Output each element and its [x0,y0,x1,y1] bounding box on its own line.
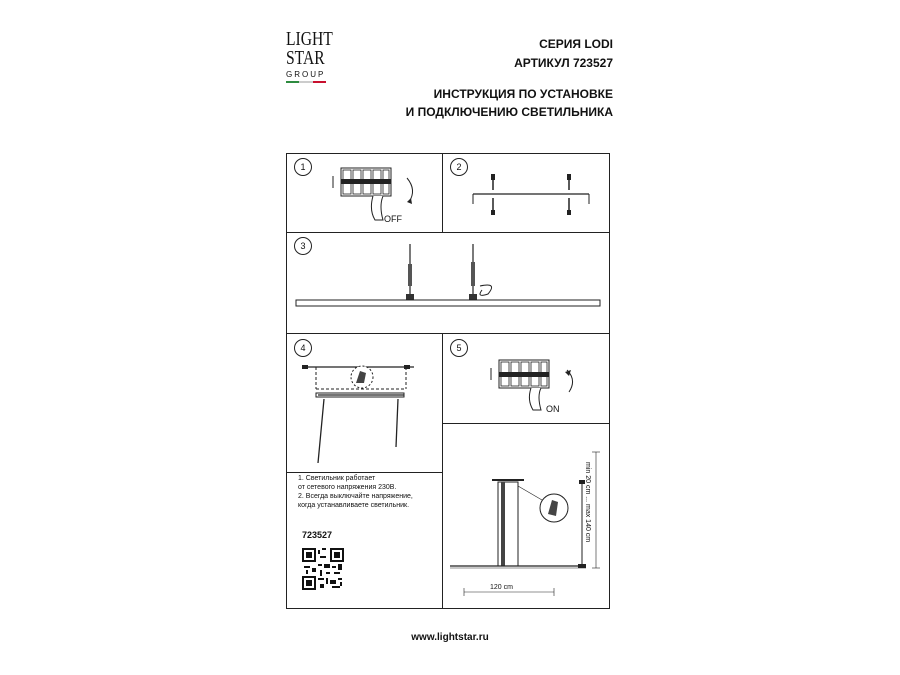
series-name: СЕРИЯ LODI [539,37,613,51]
logo-text-group: GROUP [286,70,326,79]
wiring-connection-icon [296,355,436,467]
title-line-1: ИНСТРУКЦИЯ ПО УСТАНОВКЕ [433,87,613,101]
logo-text-star: STAR [286,47,325,69]
step-1-number: 1 [294,158,312,176]
note-line-4: когда устанавливаете светильник. [298,502,410,509]
logo-text-light: LIGHT [286,28,333,50]
fixture-assembly-icon [288,238,608,330]
brand-logo [286,30,346,102]
instruction-title [406,85,613,121]
article-number: АРТИКУЛ 723527 [514,56,613,70]
series-block [514,35,613,73]
note-line-2: от сетевого напряжения 230В. [298,484,397,491]
step-5-number: 5 [450,339,468,357]
title-line-2: И ПОДКЛЮЧЕНИЮ СВЕТИЛЬНИКА [405,105,613,119]
off-label: OFF [384,214,402,224]
note-line-3: 2. Всегда выключайте напряжение, [298,493,413,500]
step-3-number: 3 [294,237,312,255]
breaker-on-icon [483,352,593,420]
italian-flag-icon [286,81,326,83]
width-dimension-label: 120 cm [490,584,513,591]
product-code: 723527 [302,530,333,540]
on-label: ON [546,404,560,414]
note-line-1: 1. Светильник работает [298,475,376,482]
qr-code-icon [302,548,344,590]
breaker-off-icon [325,162,435,230]
height-dimension-label: min 20 cm ... max 140 cm [584,462,591,543]
step-2-number: 2 [450,158,468,176]
safety-notes [298,474,433,510]
mounting-bar-icon [465,168,605,223]
step-4-number: 4 [294,339,312,357]
website-link[interactable]: www.lightstar.ru [411,632,489,643]
